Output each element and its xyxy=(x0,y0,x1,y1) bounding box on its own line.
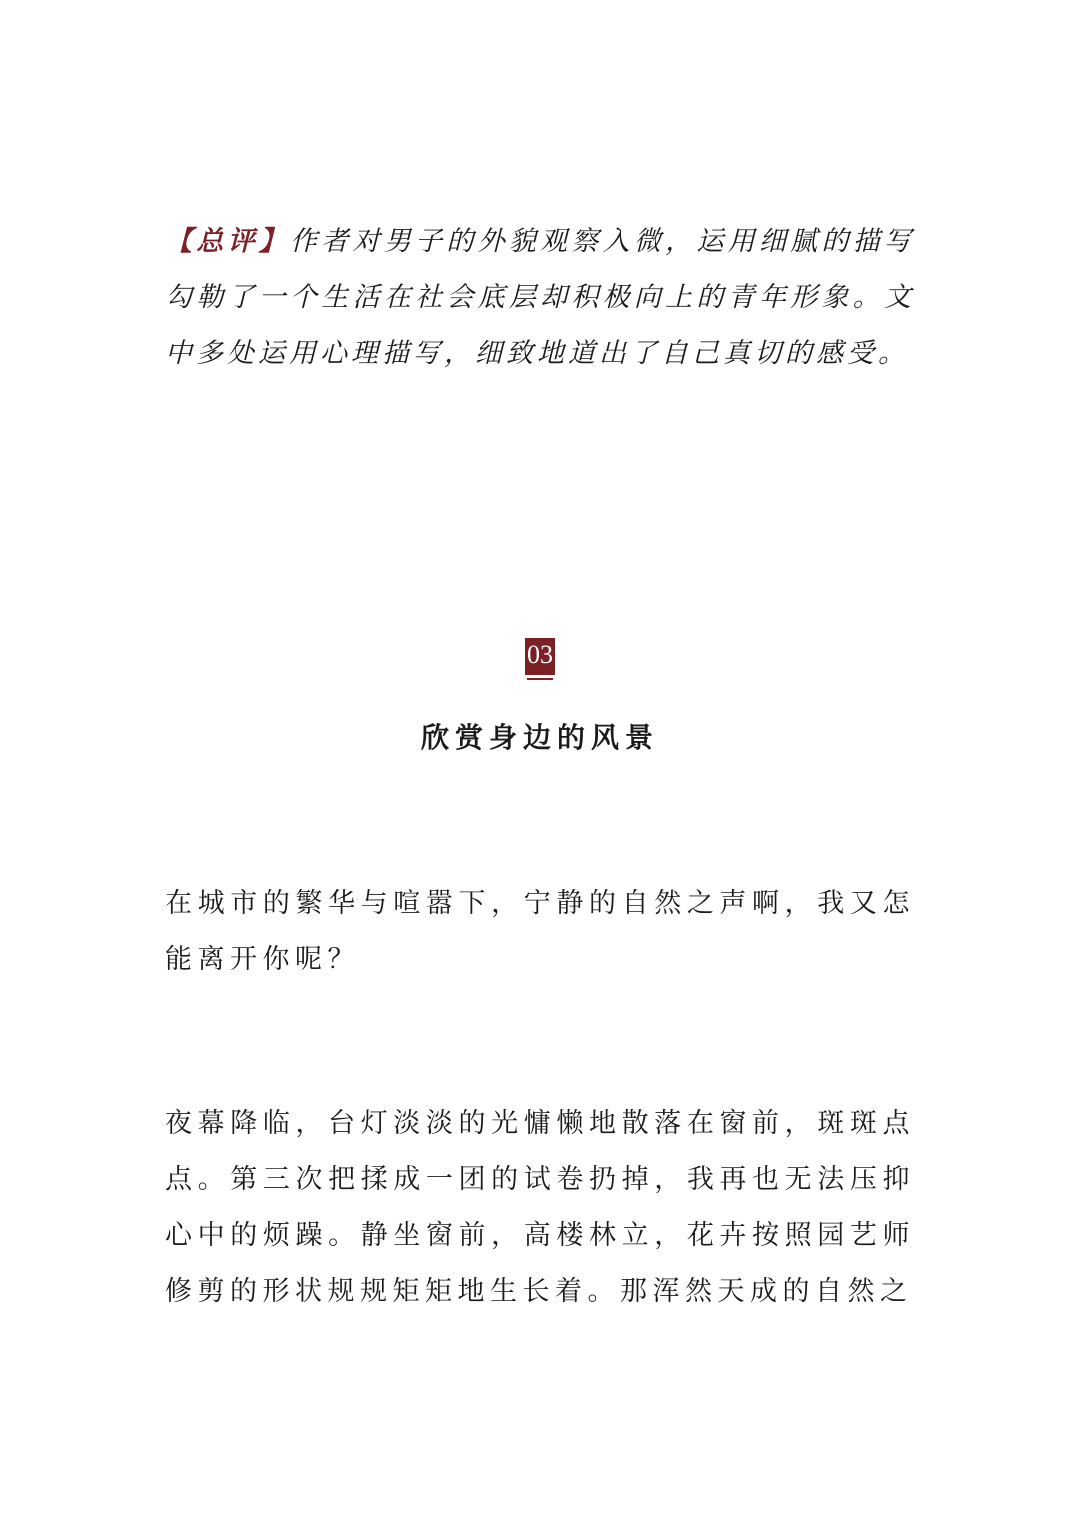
section-number-container xyxy=(0,638,1080,675)
section-number-badge: 03 xyxy=(525,638,555,675)
section-title: 欣赏身边的风景 xyxy=(420,721,659,754)
body-paragraph-2: 夜幕降临，台灯淡淡的光慵懒地散落在窗前，斑斑点点。第三次把揉成一团的试卷扔掉，我再也无法压抑心中的烦躁。静坐窗前，高楼林立，花卉按照园艺师修剪的形状规规矩矩地生长着。那浑然天成的自然之 xyxy=(165,1108,915,1307)
review-text: 作者对男子的外貌观察入微，运用细腻的描写勾勒了一个生活在社会底层却积极向上的青年形象。文中多处运用心理描写，细致地道出了自己真切的感受。 xyxy=(165,226,916,369)
body-paragraph-1: 在城市的繁华与喧嚣下，宁静的自然之声啊，我又怎能离开你呢？ xyxy=(165,888,915,975)
review-paragraph xyxy=(165,214,915,382)
review-tag: 【总评】 xyxy=(165,226,291,257)
